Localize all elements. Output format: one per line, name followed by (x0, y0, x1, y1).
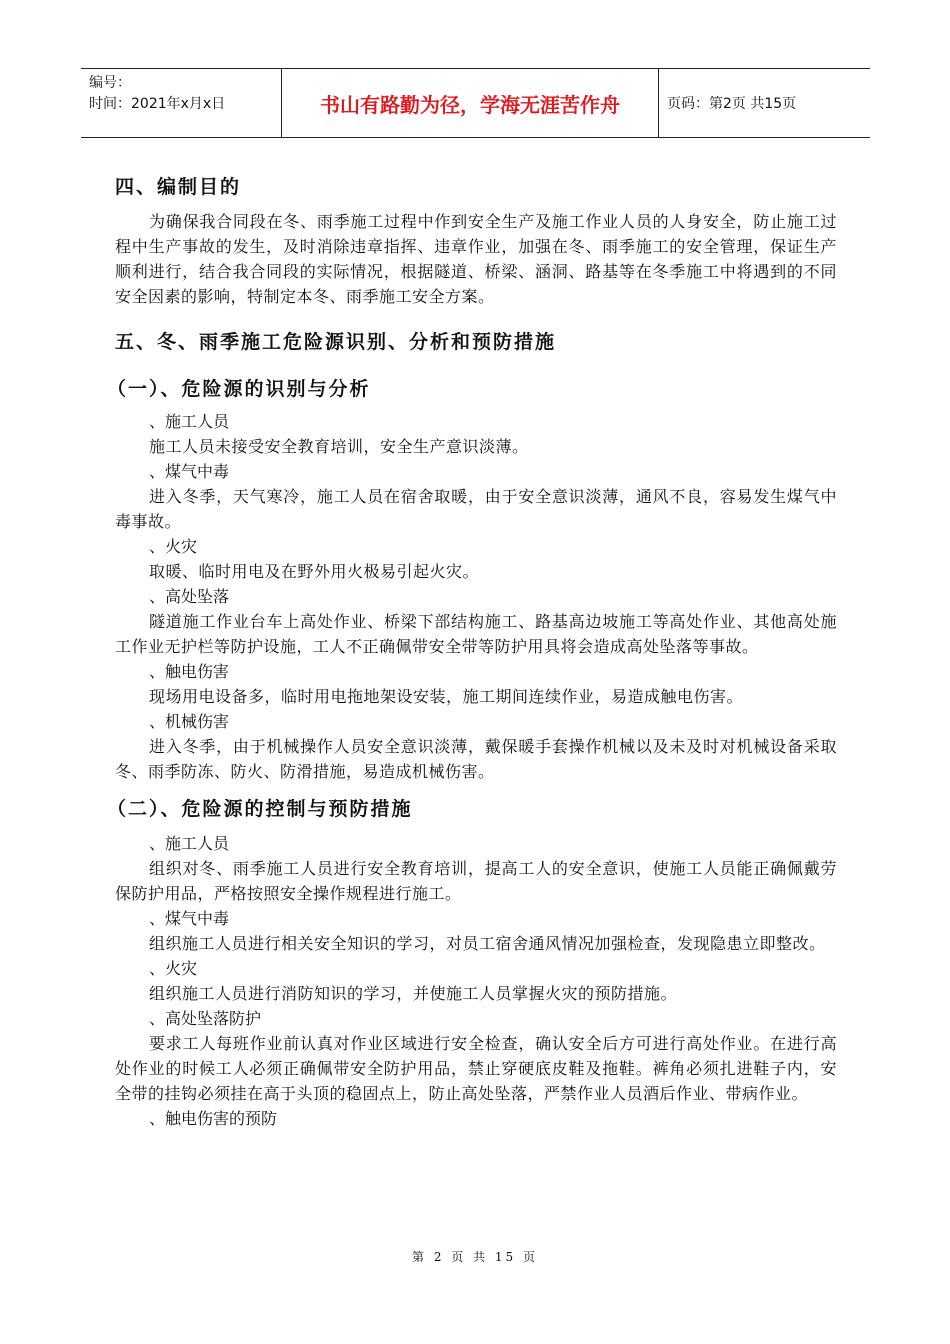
subsection-2-title: （二）、危险源的控制与预防措施 (107, 798, 413, 820)
section-4-paragraph: 为确保我合同段在冬、雨季施工过程中作到安全生产及施工作业人员的人身安全，防止施工过程中生产事故的发生，及时消除违章指挥、违章作业，加强在冬、雨季施工的安全管理，保证生产顺利进行，结合我合同段的实际情况，根据隧道、桥梁、涵洞、路基等在冬季施工中将遇到的不同安全因素的影响，特制定本冬、雨季施工安全方案。 (115, 212, 837, 306)
section-4-title: 四、编制目的 (115, 176, 242, 198)
list-item-text: 组织施工人员进行消防知识的学习，并使施工人员掌握火灾的预防措施。 (149, 984, 678, 1003)
list-item-label: 、煤气中毒 (149, 462, 230, 481)
page-header (81, 68, 870, 138)
list-item-label: 、高处坠落 (149, 587, 230, 606)
subsection-1-title: （一）、危险源的识别与分析 (107, 378, 371, 400)
subsection-2-list (115, 831, 837, 1131)
list-item-text: 要求工人每班作业前认真对作业区域进行安全检查，确认安全后方可进行高处作业。在进行高处作业的时候工人必须正确佩带安全防护用品，禁止穿硬底皮鞋及拖鞋。裤角必须扎进鞋子内，安全带的挂钩必须挂在高于头顶的稳固点上，防止高处坠落，严禁作业人员酒后作业、带病作业。 (115, 1034, 837, 1103)
list-item-label: 、触电伤害 (149, 662, 230, 681)
header-left-cell (81, 69, 282, 137)
list-item-text: 组织施工人员进行相关安全知识的学习，对员工宿舍通风情况加强检查，发现隐患立即整改。 (149, 934, 826, 953)
list-item-text: 现场用电设备多，临时用电拖地架设安装，施工期间连续作业，易造成触电伤害。 (149, 687, 744, 706)
list-item-text: 取暖、临时用电及在野外用火极易引起火灾。 (149, 562, 480, 581)
motto: 书山有路勤为径，学海无涯苦作舟 (282, 69, 659, 137)
list-item-text: 组织对冬、雨季施工人员进行安全教育培训，提高工人的安全意识，使施工人员能正确佩戴劳保防护用品，严格按照安全操作规程进行施工。 (115, 859, 837, 903)
list-item-label: 、施工人员 (149, 834, 230, 853)
document-body (107, 170, 837, 1131)
list-item-label: 、煤气中毒 (149, 909, 230, 928)
page-info: 页码：第2页 共15页 (667, 96, 797, 112)
number-label: 编号： (89, 75, 131, 91)
list-item-label: 、高处坠落防护 (149, 1009, 262, 1028)
subsection-1-list (115, 409, 837, 784)
list-item-text: 进入冬季，由于机械操作人员安全意识淡薄，戴保暖手套操作机械以及未及时对机械设备采取冬、雨季防冻、防火、防滑措施，易造成机械伤害。 (115, 737, 837, 781)
section-5-title: 五、冬、雨季施工危险源识别、分析和预防措施 (115, 331, 557, 353)
list-item-text: 施工人员未接受安全教育培训，安全生产意识淡薄。 (149, 437, 529, 456)
list-item-label: 、施工人员 (149, 412, 230, 431)
list-item-text: 隧道施工作业台车上高处作业、桥梁下部结构施工、路基高边坡施工等高处作业、其他高处施工作业无护栏等防护设施，工人不正确佩带安全带等防护用具将会造成高处坠落等事故。 (115, 612, 837, 656)
date-label: 时间：2021年x月x日 (89, 96, 226, 112)
page-footer: 第 2 页 共 15 页 (412, 1250, 538, 1264)
list-item-label: 、火灾 (149, 537, 198, 556)
list-item-label: 、机械伤害 (149, 712, 230, 731)
list-item-label: 、触电伤害的预防 (149, 1109, 278, 1128)
list-item-text: 进入冬季，天气寒冷，施工人员在宿舍取暖，由于安全意识淡薄，通风不良，容易发生煤气中毒事故。 (115, 487, 837, 531)
list-item-label: 、火灾 (149, 959, 198, 978)
